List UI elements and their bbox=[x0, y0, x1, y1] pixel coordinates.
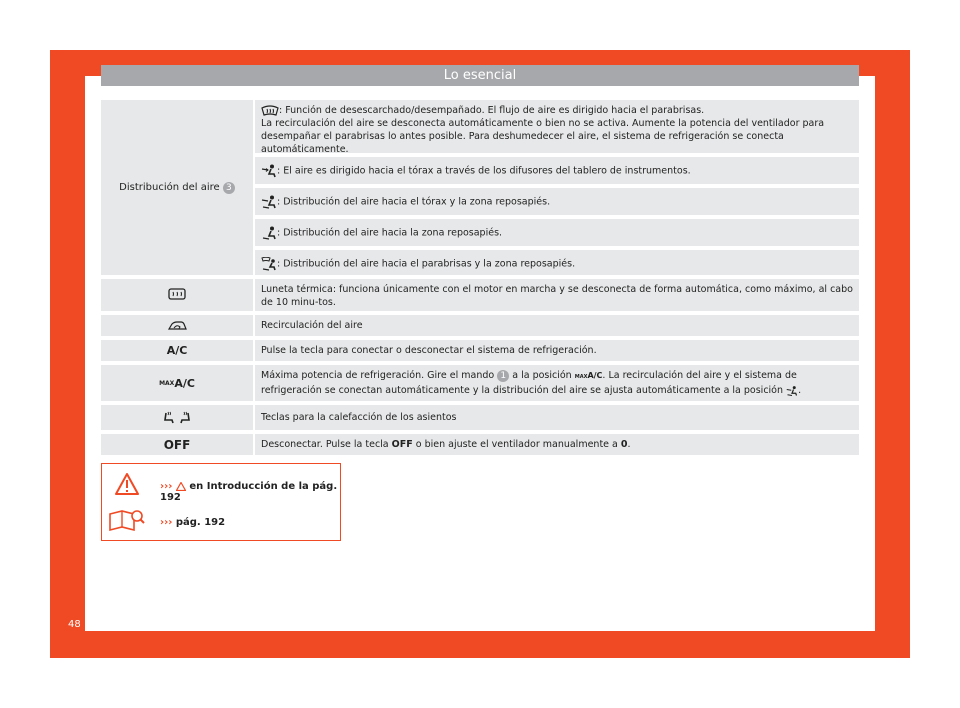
row-text: : Distribución del aire hacia el tórax y la zona reposapiés. bbox=[277, 196, 551, 208]
description-cell bbox=[255, 219, 859, 246]
seat-heating-icon bbox=[162, 411, 192, 425]
inline-max: MAX bbox=[574, 374, 588, 380]
warning-icon bbox=[176, 482, 186, 491]
row-text: : Función de desescarchado/desempañado. El flujo de aire es dirigido hacia el parabrisas. bbox=[279, 105, 705, 116]
inline-off: OFF bbox=[391, 439, 413, 450]
description-cell bbox=[255, 434, 859, 455]
reference-notes-box bbox=[101, 463, 341, 541]
row-text: : El aire es dirigido hacia el tórax a través de los difusores del tablero de instrumentos. bbox=[277, 165, 691, 177]
row-text: Luneta térmica: funciona únicamente con el motor en marcha y se desconecta de forma automática, como máximo, al cabo de 10 minu-tos. bbox=[261, 284, 853, 308]
row-text: : Distribución del aire hacia la zona reposapiés. bbox=[277, 227, 503, 239]
row-text-b: o bien ajuste el ventilador manualmente a bbox=[415, 439, 618, 450]
max-label: MAX bbox=[159, 379, 175, 387]
description-cell bbox=[255, 100, 859, 153]
description-cell bbox=[255, 405, 859, 430]
row-text: Pulse la tecla para conectar o desconectar el sistema de refrigeración. bbox=[261, 345, 597, 356]
distribution-label: Distribución del aire bbox=[119, 182, 220, 193]
chevrons: ››› bbox=[160, 517, 173, 528]
recirculation-icon bbox=[167, 320, 187, 332]
row-text-c: . bbox=[627, 439, 631, 450]
air-chest-feet-icon bbox=[261, 195, 277, 209]
description-cell bbox=[255, 188, 859, 215]
ac-label: A/C bbox=[174, 376, 195, 390]
description-cell bbox=[255, 340, 859, 361]
description-cell bbox=[255, 279, 859, 311]
note-text: en Introducción de la pág. 192 bbox=[160, 481, 338, 503]
icon-cell bbox=[101, 405, 253, 430]
air-to-feet-icon bbox=[261, 226, 277, 240]
row-text-b: a la posición bbox=[512, 370, 572, 381]
icon-cell bbox=[101, 365, 253, 401]
inline-zero: 0 bbox=[620, 439, 628, 450]
row-text-d: . bbox=[798, 385, 802, 396]
icon-cell bbox=[101, 340, 253, 361]
note-text: pág. 192 bbox=[175, 517, 226, 528]
icon-cell bbox=[101, 434, 253, 455]
ref-marker: 3 bbox=[223, 182, 235, 194]
icon-cell bbox=[101, 315, 253, 336]
air-chest-feet-icon bbox=[786, 385, 798, 397]
description-cell bbox=[255, 365, 859, 401]
book-magnifier-icon bbox=[108, 508, 146, 534]
note-link-warning[interactable] bbox=[160, 481, 340, 503]
row-text-a: Máxima potencia de refrigeración. Gire el mando bbox=[261, 370, 495, 381]
description-cell bbox=[255, 315, 859, 336]
inline-ac: A/C bbox=[587, 371, 603, 380]
description-cell bbox=[255, 250, 859, 275]
rear-defrost-icon bbox=[168, 288, 186, 302]
chevrons: ››› bbox=[160, 481, 173, 492]
defrost-windshield-icon bbox=[261, 105, 279, 116]
warning-icon bbox=[114, 472, 140, 496]
row-text: Recirculación del aire bbox=[261, 320, 363, 331]
row-text-a: Desconectar. Pulse la tecla bbox=[261, 439, 389, 450]
air-windshield-feet-icon bbox=[261, 257, 277, 271]
icon-cell bbox=[101, 279, 253, 311]
row-text: Teclas para la calefacción de los asientos bbox=[261, 412, 457, 423]
ac-label: A/C bbox=[166, 344, 188, 357]
air-to-chest-icon bbox=[261, 164, 277, 178]
distribution-label-cell bbox=[101, 100, 253, 275]
section-header: Lo esencial bbox=[101, 65, 859, 86]
row-text: : Distribución del aire hacia el parabrisas y la zona reposapiés. bbox=[277, 258, 576, 270]
description-cell bbox=[255, 157, 859, 184]
off-label: OFF bbox=[163, 437, 191, 452]
page-number: 48 bbox=[68, 619, 81, 630]
note-link-page[interactable] bbox=[160, 517, 225, 528]
row-text-c: . La recirculación del aire y el sistema de refrigeración se conectan automáticamente y la distribución del aire se ajusta automáticamente a la posición bbox=[261, 370, 797, 396]
ref-marker: 1 bbox=[497, 370, 509, 382]
row-text-2: La recirculación del aire se desconecta automáticamente o bien no se activa. Aumente la potencia del ventilador para desempañar el parabrisas lo antes posible. Para deshumedecer el aire, el sistema de refrigeración se conecta automáticamente. bbox=[261, 118, 825, 155]
